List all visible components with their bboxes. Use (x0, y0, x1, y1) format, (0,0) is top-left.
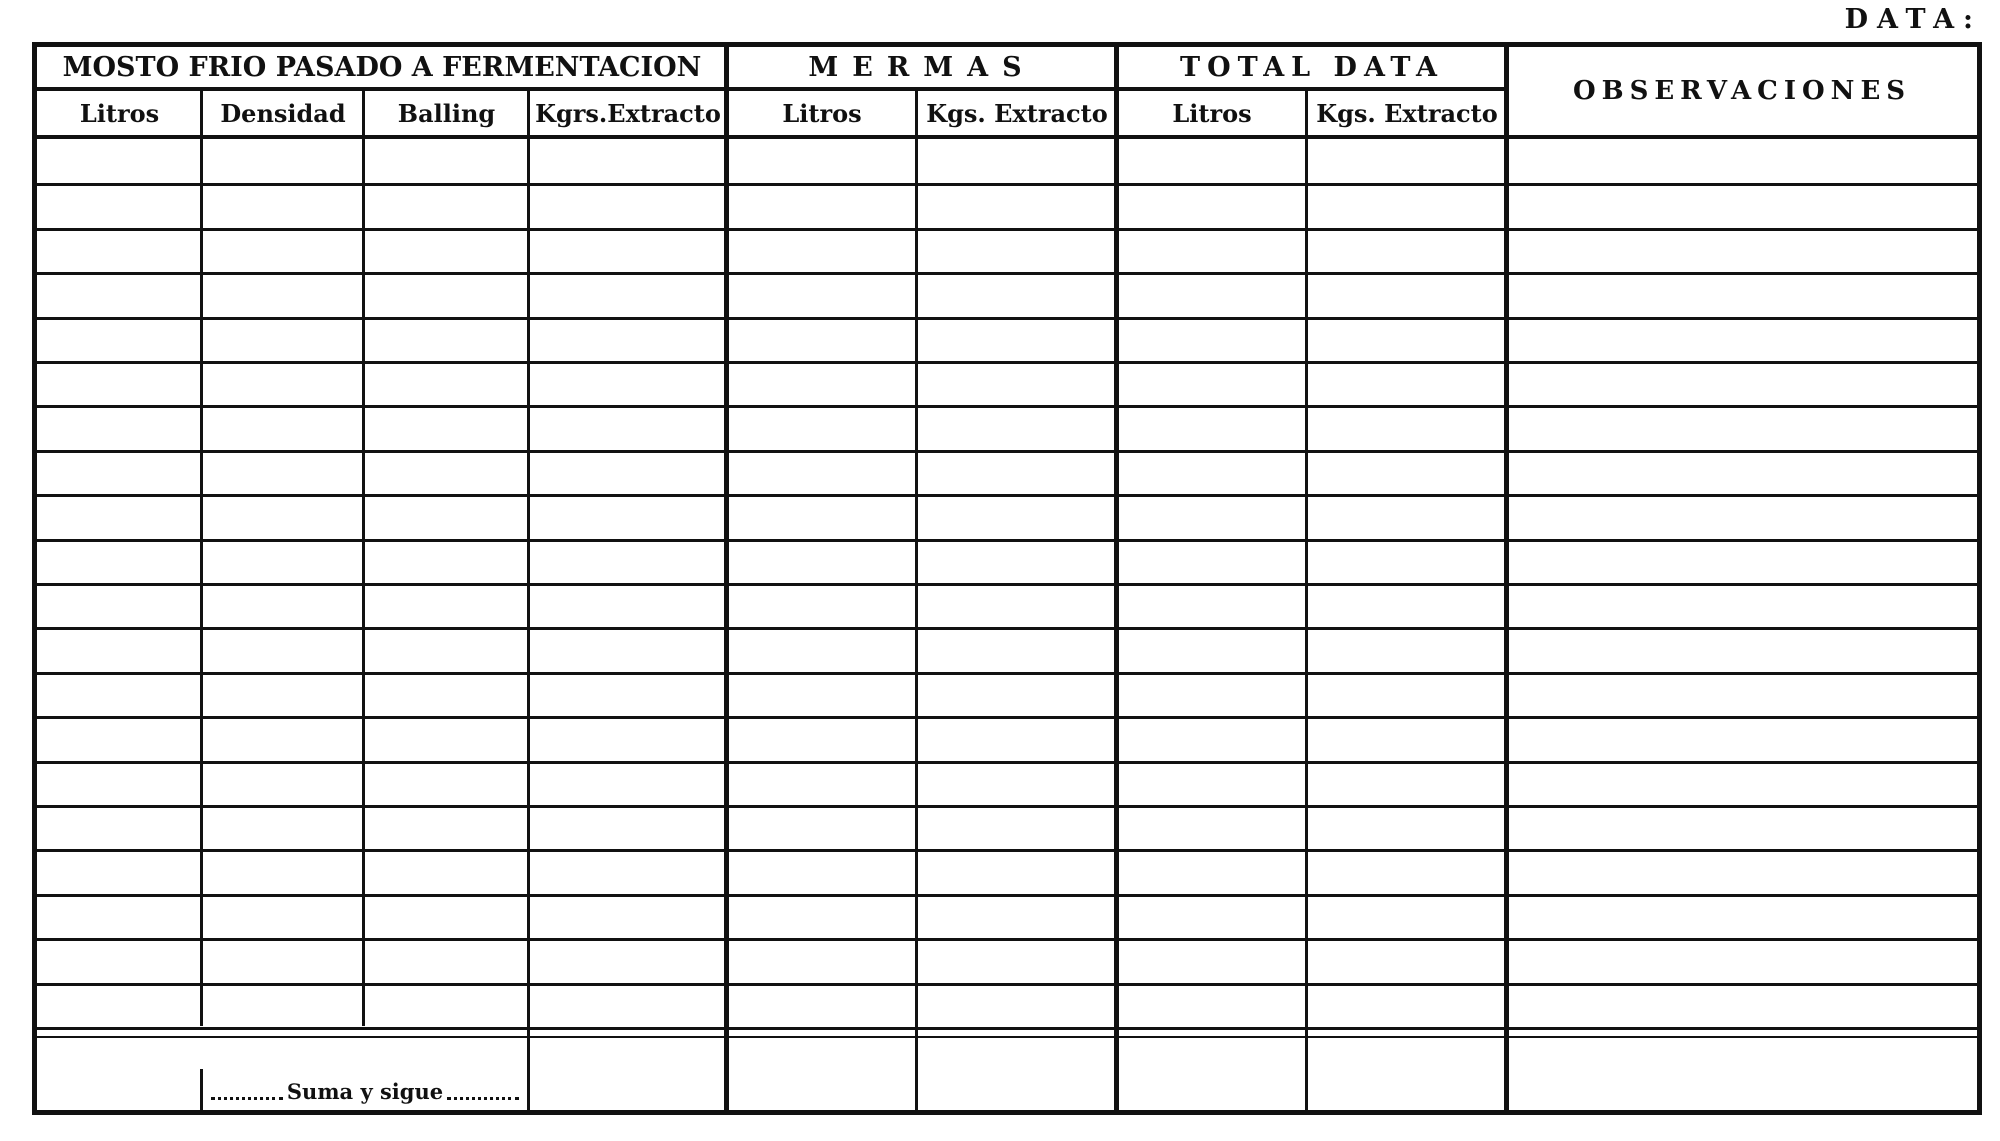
column-divider (1305, 91, 1308, 1115)
column-header-total-kgs-extracto: Kgs. Extracto (1316, 98, 1498, 128)
row-rule (37, 761, 1977, 764)
row-rule (37, 539, 1977, 542)
row-rule (37, 317, 1977, 320)
group-divider (724, 47, 729, 1115)
column-divider (362, 91, 365, 1026)
dotted-leader (447, 1083, 519, 1100)
row-rule (37, 228, 1977, 231)
row-rule (37, 1027, 1977, 1030)
row-rule (37, 938, 1977, 941)
column-header-total-litros: Litros (1172, 98, 1252, 128)
column-divider (200, 1069, 203, 1115)
row-rule (37, 494, 1977, 497)
row-rule (37, 183, 1977, 186)
column-divider (527, 91, 530, 1115)
row-rule (37, 983, 1977, 986)
date-label: DATA: (1844, 4, 1982, 35)
row-rule (37, 405, 1977, 408)
row-rule (37, 272, 1977, 275)
dotted-leader (211, 1083, 283, 1100)
row-rule (37, 672, 1977, 675)
column-header-rule (37, 135, 1977, 139)
row-rule (37, 805, 1977, 808)
footer-double-rule (37, 1036, 1977, 1038)
row-rule (37, 361, 1977, 364)
column-divider (200, 91, 203, 1026)
group-title-total-data: TOTAL DATA (1179, 51, 1444, 83)
row-rule (37, 894, 1977, 897)
column-header-mermas-kgs-extracto: Kgs. Extracto (926, 98, 1108, 128)
column-header-mermas-litros: Litros (782, 98, 862, 128)
row-rule (37, 627, 1977, 630)
column-header-mosto-litros: Litros (79, 98, 160, 128)
row-rule (37, 583, 1977, 586)
column-header-densidad: Densidad (220, 98, 346, 128)
carry-forward-text: Suma y sigue (286, 1079, 444, 1104)
row-rule (37, 716, 1977, 719)
carry-forward-label (207, 1079, 523, 1104)
group-divider (1504, 47, 1509, 1115)
column-header-mosto-kgrs-extracto: Kgrs.Extracto (535, 98, 721, 128)
row-rule (37, 849, 1977, 852)
group-title-mosto-frio: MOSTO FRIO PASADO A FERMENTACION (62, 51, 702, 83)
column-header-balling: Balling (397, 98, 496, 128)
fermentation-log-table (32, 42, 1982, 1115)
group-title-mermas: MERMAS (808, 51, 1036, 83)
group-title-observaciones: OBSERVACIONES (1572, 76, 1912, 106)
row-rule (37, 450, 1977, 453)
group-divider (1114, 47, 1119, 1115)
column-divider (915, 91, 918, 1115)
group-header-rule (37, 87, 1507, 91)
